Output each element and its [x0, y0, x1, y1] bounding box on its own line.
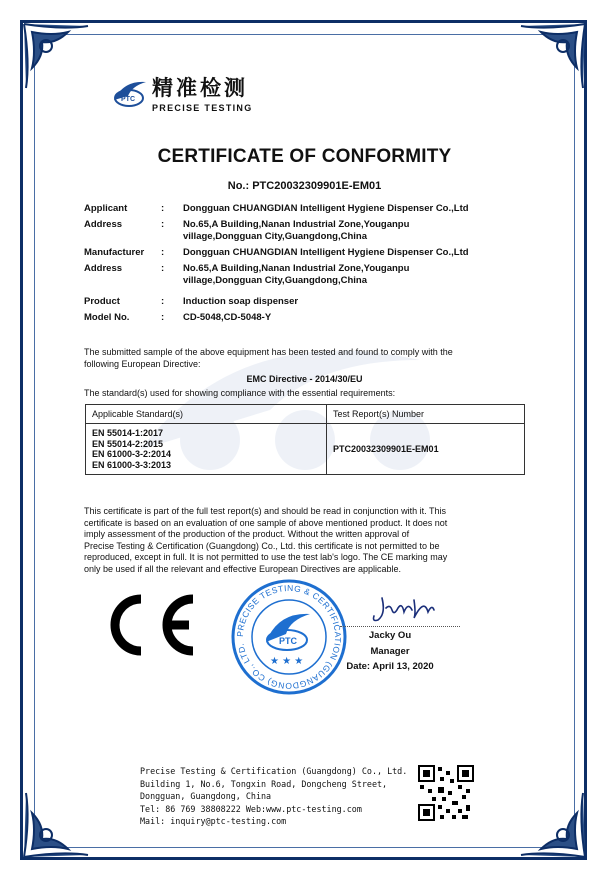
footer-line: Building 1, No.6, Tongxin Road, Dongcheng Street, [140, 778, 388, 789]
logo-english-name: PRECISE TESTING [152, 103, 253, 113]
signature-date: Date: April 13, 2020 [346, 661, 434, 672]
body-line: only be used if all the relevant and effective European Directives are applicable. [84, 563, 402, 574]
info-value: Induction soap dispenser [183, 296, 299, 307]
info-value: village,Dongguan City,Guangdong,China [183, 275, 368, 286]
info-row-address [84, 219, 523, 243]
info-row-address [84, 263, 523, 287]
footer-line: Dongguan, Guangdong, China [140, 791, 272, 802]
ptc-logo-icon [112, 78, 148, 108]
info-value: No.65,A Building,Nanan Industrial Zone,Youganpu [183, 219, 410, 230]
stamp-center-text: PTC [279, 636, 297, 646]
qr-code-icon [418, 765, 474, 821]
info-value: No.65,A Building,Nanan Industrial Zone,Youganpu [183, 263, 410, 274]
corner-ornament-icon [22, 789, 92, 859]
standards-table [85, 404, 525, 475]
info-value: Dongguan CHUANGDIAN Intelligent Hygiene Dispenser Co.,Ltd [183, 247, 469, 258]
certificate-number: No.: PTC20032309901E-EM01 [227, 180, 382, 192]
info-row-model [84, 312, 523, 324]
info-colon: : [161, 263, 165, 274]
company-stamp-icon [230, 578, 348, 696]
info-colon: : [161, 203, 165, 214]
page-title: CERTIFICATE OF CONFORMITY [157, 146, 452, 167]
table-header: Applicable Standard(s) [86, 405, 327, 424]
info-label: Manufacturer [84, 247, 145, 258]
table-header: Test Report(s) Number [327, 405, 525, 424]
info-label: Model No. [84, 312, 130, 323]
signer-name: Jacky Ou [368, 630, 412, 641]
intro-line: following European Directive: [84, 358, 201, 369]
intro-line: The submitted sample of the above equipment has been tested and found to comply with the [84, 347, 453, 357]
footer-line: Precise Testing & Certification (Guangdong) Co., Ltd. [140, 766, 408, 776]
standard-item: EN 61000-3-3:2013 [92, 459, 172, 470]
body-line: imply assessment of the production of the product. Without the written approval of [84, 529, 410, 539]
logo-chinese-name: 精准检测 [152, 76, 248, 100]
info-colon: : [161, 219, 165, 230]
footer-contact [140, 765, 407, 828]
signature-image [368, 594, 438, 626]
info-value: village,Dongguan City,Guangdong,China [183, 231, 368, 242]
signature-line [340, 626, 460, 627]
body-line: This certificate is part of the full test report(s) and should be read in conjunction with it. This [84, 506, 447, 516]
signer-title: Manager [370, 646, 410, 657]
corner-ornament-icon [517, 789, 587, 859]
body-line: reproduced, except in full. It is not permitted to use the test lab's logo. The CE marking may [84, 552, 448, 562]
info-colon: : [161, 312, 165, 323]
info-colon: : [161, 247, 165, 258]
info-row-manufacturer [84, 247, 523, 259]
intro-paragraph [84, 347, 524, 370]
ce-mark-icon [103, 593, 198, 657]
stamp-text: PRECISE TESTING & CERTIFICATION (GUANGDONG) CO., LTD. [234, 582, 344, 692]
report-number: PTC20032309901E-EM01 [327, 424, 525, 475]
stamp-stars: ★ ★ ★ [270, 656, 304, 667]
info-value: Dongguan CHUANGDIAN Intelligent Hygiene Dispenser Co.,Ltd [183, 203, 469, 214]
standard-item: EN 61000-3-2:2014 [92, 449, 172, 459]
info-label: Product [84, 296, 120, 307]
standards-intro: The standard(s) used for showing compliance with the essential requirements: [84, 388, 396, 398]
footer-line: Mail: inquiry@ptc-testing.com [140, 816, 287, 827]
info-block [84, 203, 523, 324]
body-paragraph [84, 506, 524, 575]
corner-ornament-icon [517, 22, 587, 92]
info-label: Address [84, 263, 123, 274]
company-logo [112, 72, 253, 113]
body-line: certificate is based on an evaluation of one sample of above mentioned product. It does not [84, 517, 448, 528]
standard-item: EN 55014-1:2017 [92, 428, 164, 438]
info-row-applicant [84, 203, 523, 215]
standard-item: EN 55014-2:2015 [92, 438, 164, 449]
info-colon: : [161, 296, 165, 307]
info-value: CD-5048,CD-5048-Y [183, 312, 272, 323]
info-label: Applicant [84, 203, 128, 214]
corner-ornament-icon [22, 22, 92, 92]
logo-badge: PTC [121, 95, 135, 103]
directive-title: EMC Directive - 2014/30/EU [246, 374, 363, 384]
body-line: Precise Testing & Certification (Guangdong) Co., Ltd. this certificate is not permitted to be [84, 540, 440, 551]
info-label: Address [84, 219, 123, 230]
info-row-product [84, 296, 523, 308]
footer-line: Tel: 86 769 38808222 Web:www.ptc-testing.com [140, 803, 362, 814]
standards-cell [86, 424, 327, 475]
